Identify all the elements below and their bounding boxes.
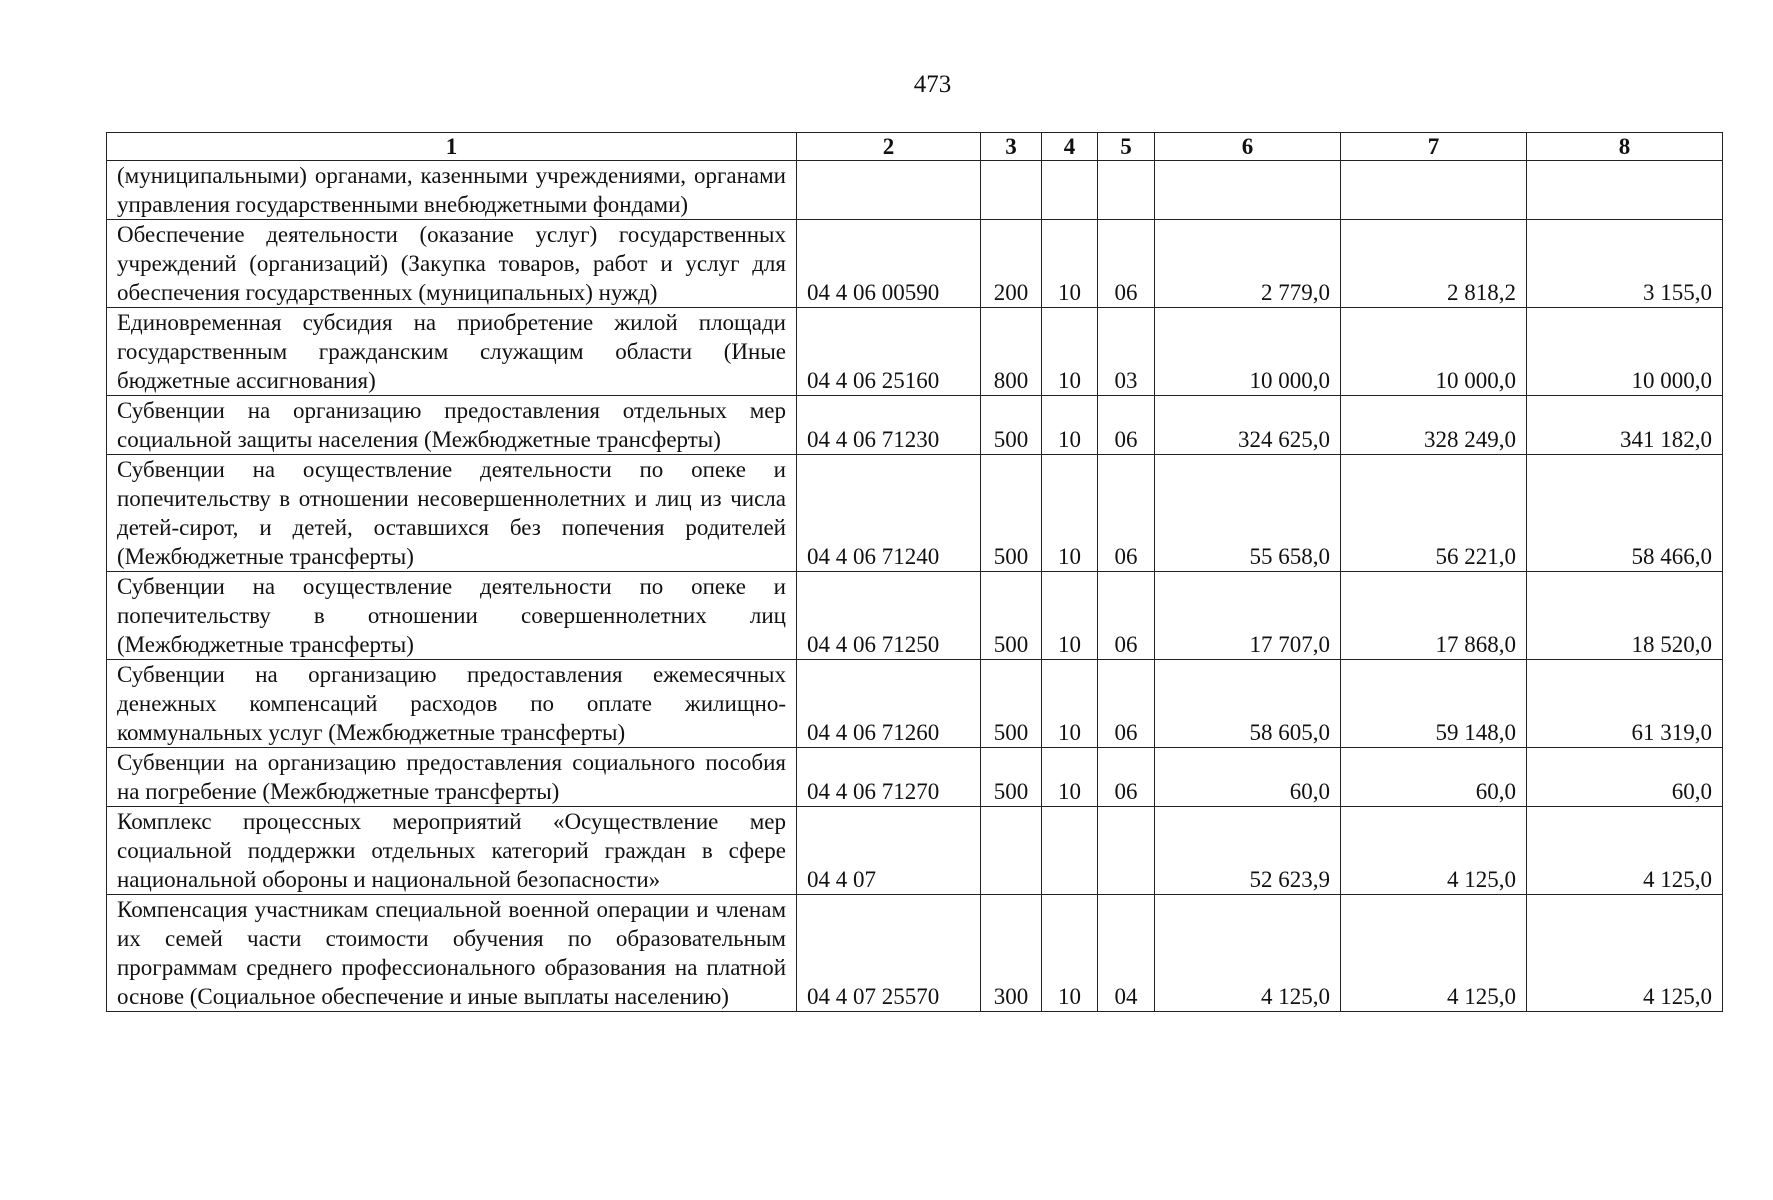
row-col-6: 60,0: [1155, 748, 1341, 807]
row-col-3: 500: [981, 660, 1042, 748]
row-col-4: 10: [1042, 455, 1098, 572]
table-row: [107, 807, 1723, 895]
row-name: Субвенции на осуществление деятельности по опеке и попечительству в отношении совершеннолетних лиц (Межбюджетные трансферты): [107, 572, 797, 660]
row-col-5: 04: [1098, 895, 1155, 1012]
row-col-6: 4 125,0: [1155, 895, 1341, 1012]
row-col-5: 06: [1098, 748, 1155, 807]
row-code: 04 4 06 71270: [797, 748, 981, 807]
row-code: 04 4 06 71230: [797, 396, 981, 455]
header-col-6: 6: [1155, 133, 1341, 161]
row-col-6: 55 658,0: [1155, 455, 1341, 572]
row-col-5: 06: [1098, 396, 1155, 455]
row-name: Единовременная субсидия на приобретение жилой площади государственным гражданским служащим области (Иные бюджетные ассигнования): [107, 308, 797, 396]
page-number: 473: [913, 71, 952, 98]
row-col-6: 17 707,0: [1155, 572, 1341, 660]
row-col-7: 59 148,0: [1341, 660, 1527, 748]
table-row: [107, 572, 1723, 660]
header-row: [107, 133, 1723, 161]
row-col-6: 324 625,0: [1155, 396, 1341, 455]
row-col-3: [981, 807, 1042, 895]
row-col-7: 4 125,0: [1341, 807, 1527, 895]
row-col-4: 10: [1042, 396, 1098, 455]
row-code: 04 4 06 00590: [797, 220, 981, 308]
row-col-8: 58 466,0: [1527, 455, 1723, 572]
row-code: 04 4 07: [797, 807, 981, 895]
row-col-7: 10 000,0: [1341, 308, 1527, 396]
row-name: Субвенции на организацию предоставления социального пособия на погребение (Межбюджетные трансферты): [107, 748, 797, 807]
header-col-2: 2: [797, 133, 981, 161]
row-col-5: [1098, 161, 1155, 220]
row-col-3: 500: [981, 572, 1042, 660]
row-code: [797, 161, 981, 220]
row-code: 04 4 06 71250: [797, 572, 981, 660]
row-name: Субвенции на осуществление деятельности по опеке и попечительству в отношении несовершеннолетних и лиц из числа детей-сирот, и детей, оставшихся без попечения родителей (Межбюджетные трансферты): [107, 455, 797, 572]
row-col-4: 10: [1042, 572, 1098, 660]
row-col-6: [1155, 161, 1341, 220]
row-col-7: 60,0: [1341, 748, 1527, 807]
row-name: Обеспечение деятельности (оказание услуг) государственных учреждений (организаций) (Закупка товаров, работ и услуг для обеспечения государственных (муниципальных) нужд): [107, 220, 797, 308]
row-col-4: 10: [1042, 220, 1098, 308]
row-col-5: 06: [1098, 455, 1155, 572]
row-col-5: 03: [1098, 308, 1155, 396]
row-col-8: 18 520,0: [1527, 572, 1723, 660]
row-col-8: [1527, 161, 1723, 220]
header-col-7: 7: [1341, 133, 1527, 161]
row-col-6: 10 000,0: [1155, 308, 1341, 396]
row-col-3: 200: [981, 220, 1042, 308]
row-col-3: 300: [981, 895, 1042, 1012]
row-col-8: 61 319,0: [1527, 660, 1723, 748]
row-code: 04 4 06 71240: [797, 455, 981, 572]
row-col-3: 500: [981, 748, 1042, 807]
row-col-4: [1042, 161, 1098, 220]
row-col-8: 341 182,0: [1527, 396, 1723, 455]
header-col-8: 8: [1527, 133, 1723, 161]
table-row: [107, 220, 1723, 308]
row-col-3: [981, 161, 1042, 220]
row-name: Комплекс процессных мероприятий «Осуществление мер социальной поддержки отдельных категорий граждан в сфере национальной обороны и национальной безопасности»: [107, 807, 797, 895]
row-col-6: 58 605,0: [1155, 660, 1341, 748]
row-col-4: 10: [1042, 660, 1098, 748]
table-row: [107, 748, 1723, 807]
row-col-7: [1341, 161, 1527, 220]
header-col-3: 3: [981, 133, 1042, 161]
row-col-4: 10: [1042, 748, 1098, 807]
row-col-3: 500: [981, 396, 1042, 455]
row-col-6: 52 623,9: [1155, 807, 1341, 895]
table-row: [107, 161, 1723, 220]
header-col-4: 4: [1042, 133, 1098, 161]
table-row: [107, 308, 1723, 396]
row-col-8: 4 125,0: [1527, 807, 1723, 895]
row-col-3: 800: [981, 308, 1042, 396]
row-col-4: [1042, 807, 1098, 895]
row-col-3: 500: [981, 455, 1042, 572]
row-name: Субвенции на организацию предоставления ежемесячных денежных компенсаций расходов по оплате жилищно-коммунальных услуг (Межбюджетные трансферты): [107, 660, 797, 748]
row-name: Компенсация участникам специальной военной операции и членам их семей части стоимости обучения по образовательным программам среднего профессионального образования на платной основе (Социальное обеспечение и иные выплаты населению): [107, 895, 797, 1012]
row-name: (муниципальными) органами, казенными учреждениями, органами управления государственными внебюджетными фондами): [107, 161, 797, 220]
table-row: [107, 396, 1723, 455]
table-row: [107, 455, 1723, 572]
row-col-7: 328 249,0: [1341, 396, 1527, 455]
row-code: 04 4 06 25160: [797, 308, 981, 396]
table-row: [107, 895, 1723, 1012]
row-name: Субвенции на организацию предоставления отдельных мер социальной защиты населения (Межбюджетные трансферты): [107, 396, 797, 455]
row-col-7: 56 221,0: [1341, 455, 1527, 572]
row-col-8: 10 000,0: [1527, 308, 1723, 396]
row-col-5: 06: [1098, 572, 1155, 660]
row-col-8: 3 155,0: [1527, 220, 1723, 308]
row-col-8: 60,0: [1527, 748, 1723, 807]
header-col-5: 5: [1098, 133, 1155, 161]
row-col-5: 06: [1098, 220, 1155, 308]
budget-table: [106, 132, 1723, 1012]
row-col-7: 2 818,2: [1341, 220, 1527, 308]
row-code: 04 4 07 25570: [797, 895, 981, 1012]
table-row: [107, 660, 1723, 748]
row-col-7: 4 125,0: [1341, 895, 1527, 1012]
row-col-8: 4 125,0: [1527, 895, 1723, 1012]
row-col-5: 06: [1098, 660, 1155, 748]
row-code: 04 4 06 71260: [797, 660, 981, 748]
row-col-7: 17 868,0: [1341, 572, 1527, 660]
row-col-5: [1098, 807, 1155, 895]
row-col-4: 10: [1042, 308, 1098, 396]
header-col-1: 1: [107, 133, 797, 161]
row-col-6: 2 779,0: [1155, 220, 1341, 308]
row-col-4: 10: [1042, 895, 1098, 1012]
